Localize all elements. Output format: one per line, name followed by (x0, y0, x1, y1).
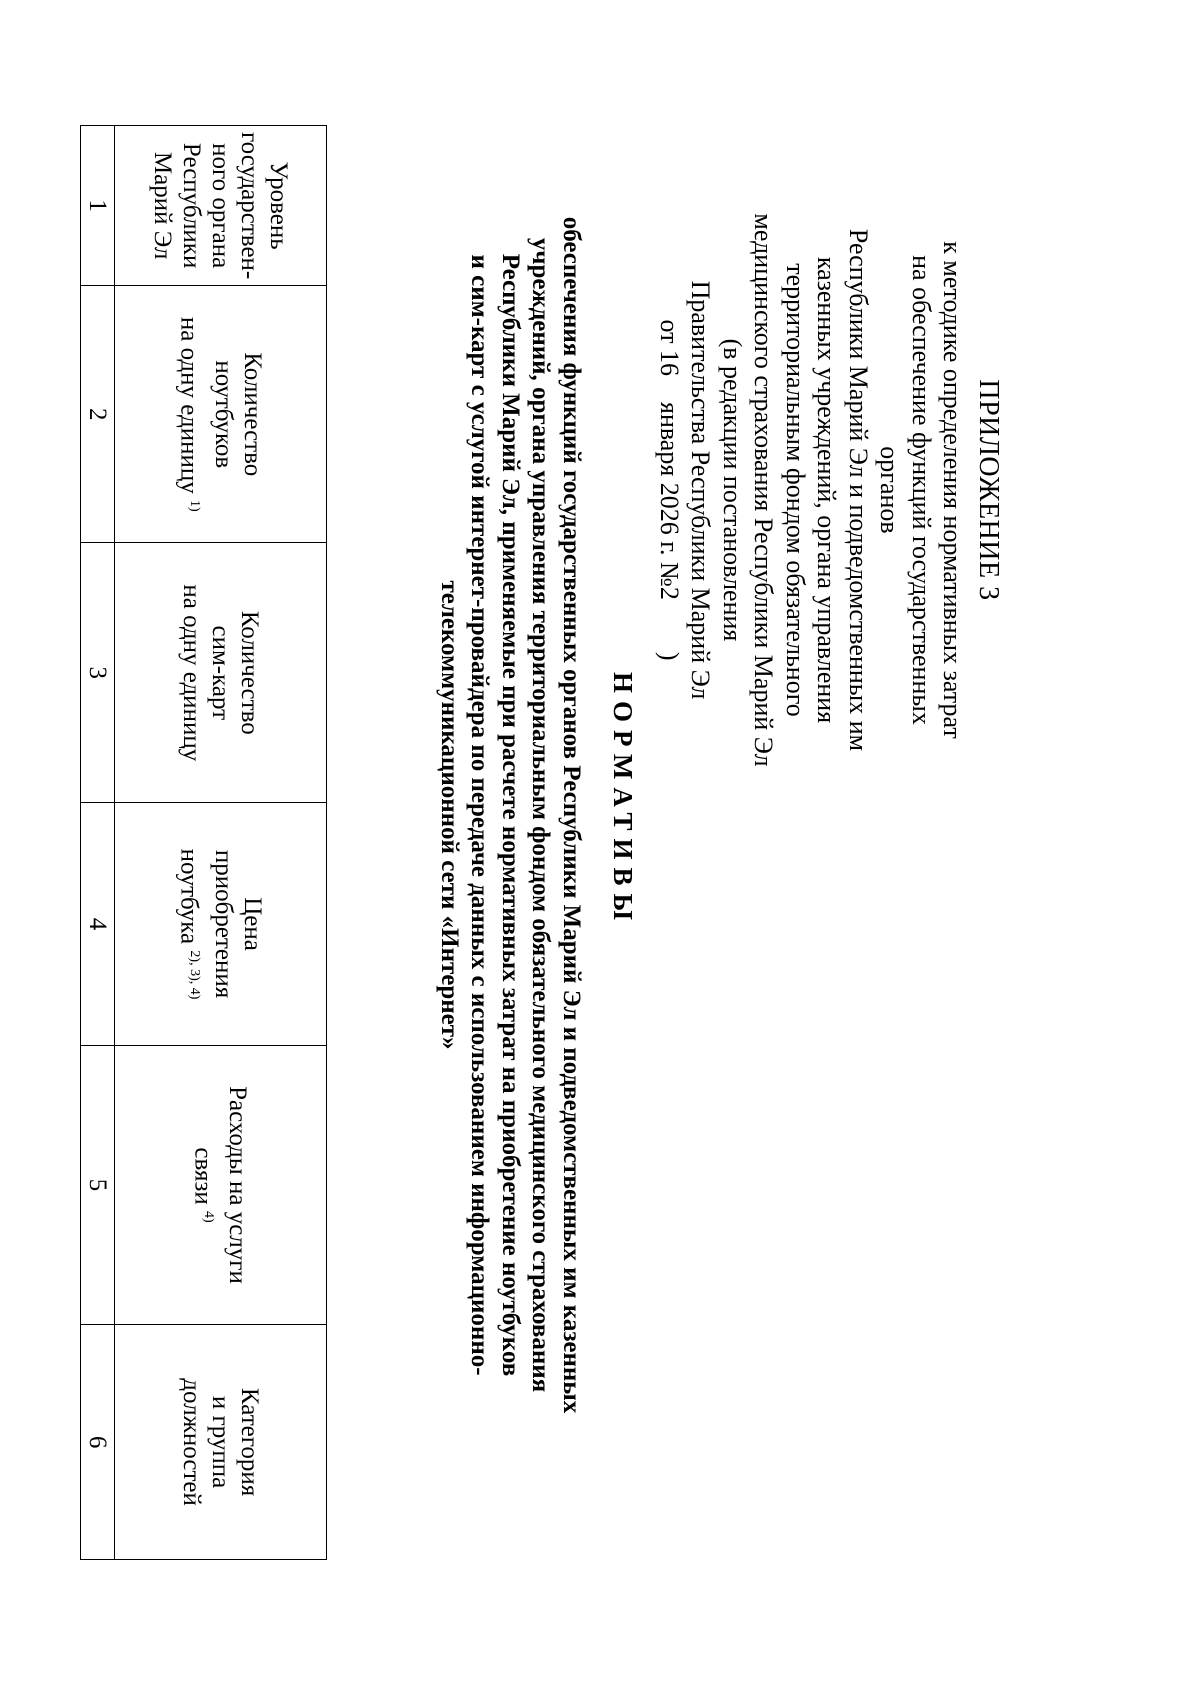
subtitle-line: учреждений, органа управления территориальным фондом обязательного медицинского страхования (527, 237, 555, 1393)
footnote-ref: 4) (201, 1210, 217, 1223)
column-number: 3 (81, 543, 115, 803)
header-cell: Категория и группа должностей (115, 1325, 327, 1560)
subtitle-line: телекоммуникационной сети «Интернет» (436, 580, 463, 1050)
header-cell: Уровень государствен- ного органа Республики Марий Эл (115, 126, 327, 286)
appendix-heading: ПРИЛОЖЕНИЕ 3 (973, 379, 1004, 601)
footnote-ref: 1) (186, 500, 202, 512)
appendix-line: к методике определения нормативных затрат (938, 241, 968, 739)
footnote-ref: 2), 3), 4) (186, 950, 202, 1000)
table-header-row (115, 126, 327, 1560)
column-number: 4 (81, 803, 115, 1046)
header-cell: Количество сим-карт на одну единицу (115, 543, 327, 803)
subtitle-line: Республики Марий Эл, применяемые при расчете нормативных затрат на приобретение ноутбуков (497, 253, 524, 1377)
header-cell: Расходы на услуги связи $^{4)}$ (115, 1045, 327, 1324)
subtitle-line: и сим-карт с услугой интернет-провайдера по передаче данных с использованием информационно- (466, 254, 494, 1376)
appendix-line: (в редакции постановления (718, 338, 747, 642)
column-number: 2 (81, 286, 115, 543)
appendix-line: медицинского страхования Республики Марий Эл (749, 213, 779, 767)
column-number: 1 (81, 126, 115, 286)
column-number-row (81, 126, 115, 1560)
appendix-line: казенных учреждений, органа управления (812, 256, 842, 724)
header-cell: Количество ноутбуков на одну единицу $^{1)}$ (115, 286, 327, 543)
appendix-line: на обеспечение функций государственных органов (875, 255, 936, 725)
appendix-line: Республики Марий Эл и подведомственных им (844, 228, 873, 752)
appendix-line: Правительства Республики Марий Эл (686, 280, 716, 700)
header-cell: Цена приобретения ноутбука $^{2), 3), 4)}$ (115, 803, 327, 1046)
appendix-line: территориальным фондом обязательного (781, 263, 810, 717)
document-title: НОРМАТИВЫ (608, 671, 638, 929)
appendix-block (654, 210, 1005, 770)
norms-table (80, 125, 327, 1560)
column-number: 5 (81, 1045, 115, 1324)
appendix-date-line: от 16 января 2026 г. №2 ) (655, 319, 684, 661)
column-number: 6 (81, 1325, 115, 1560)
document-subtitle (434, 120, 587, 1510)
subtitle-line: обеспечения функций государственных органов Республики Марий Эл и подведомственных им казенных (558, 216, 585, 1414)
